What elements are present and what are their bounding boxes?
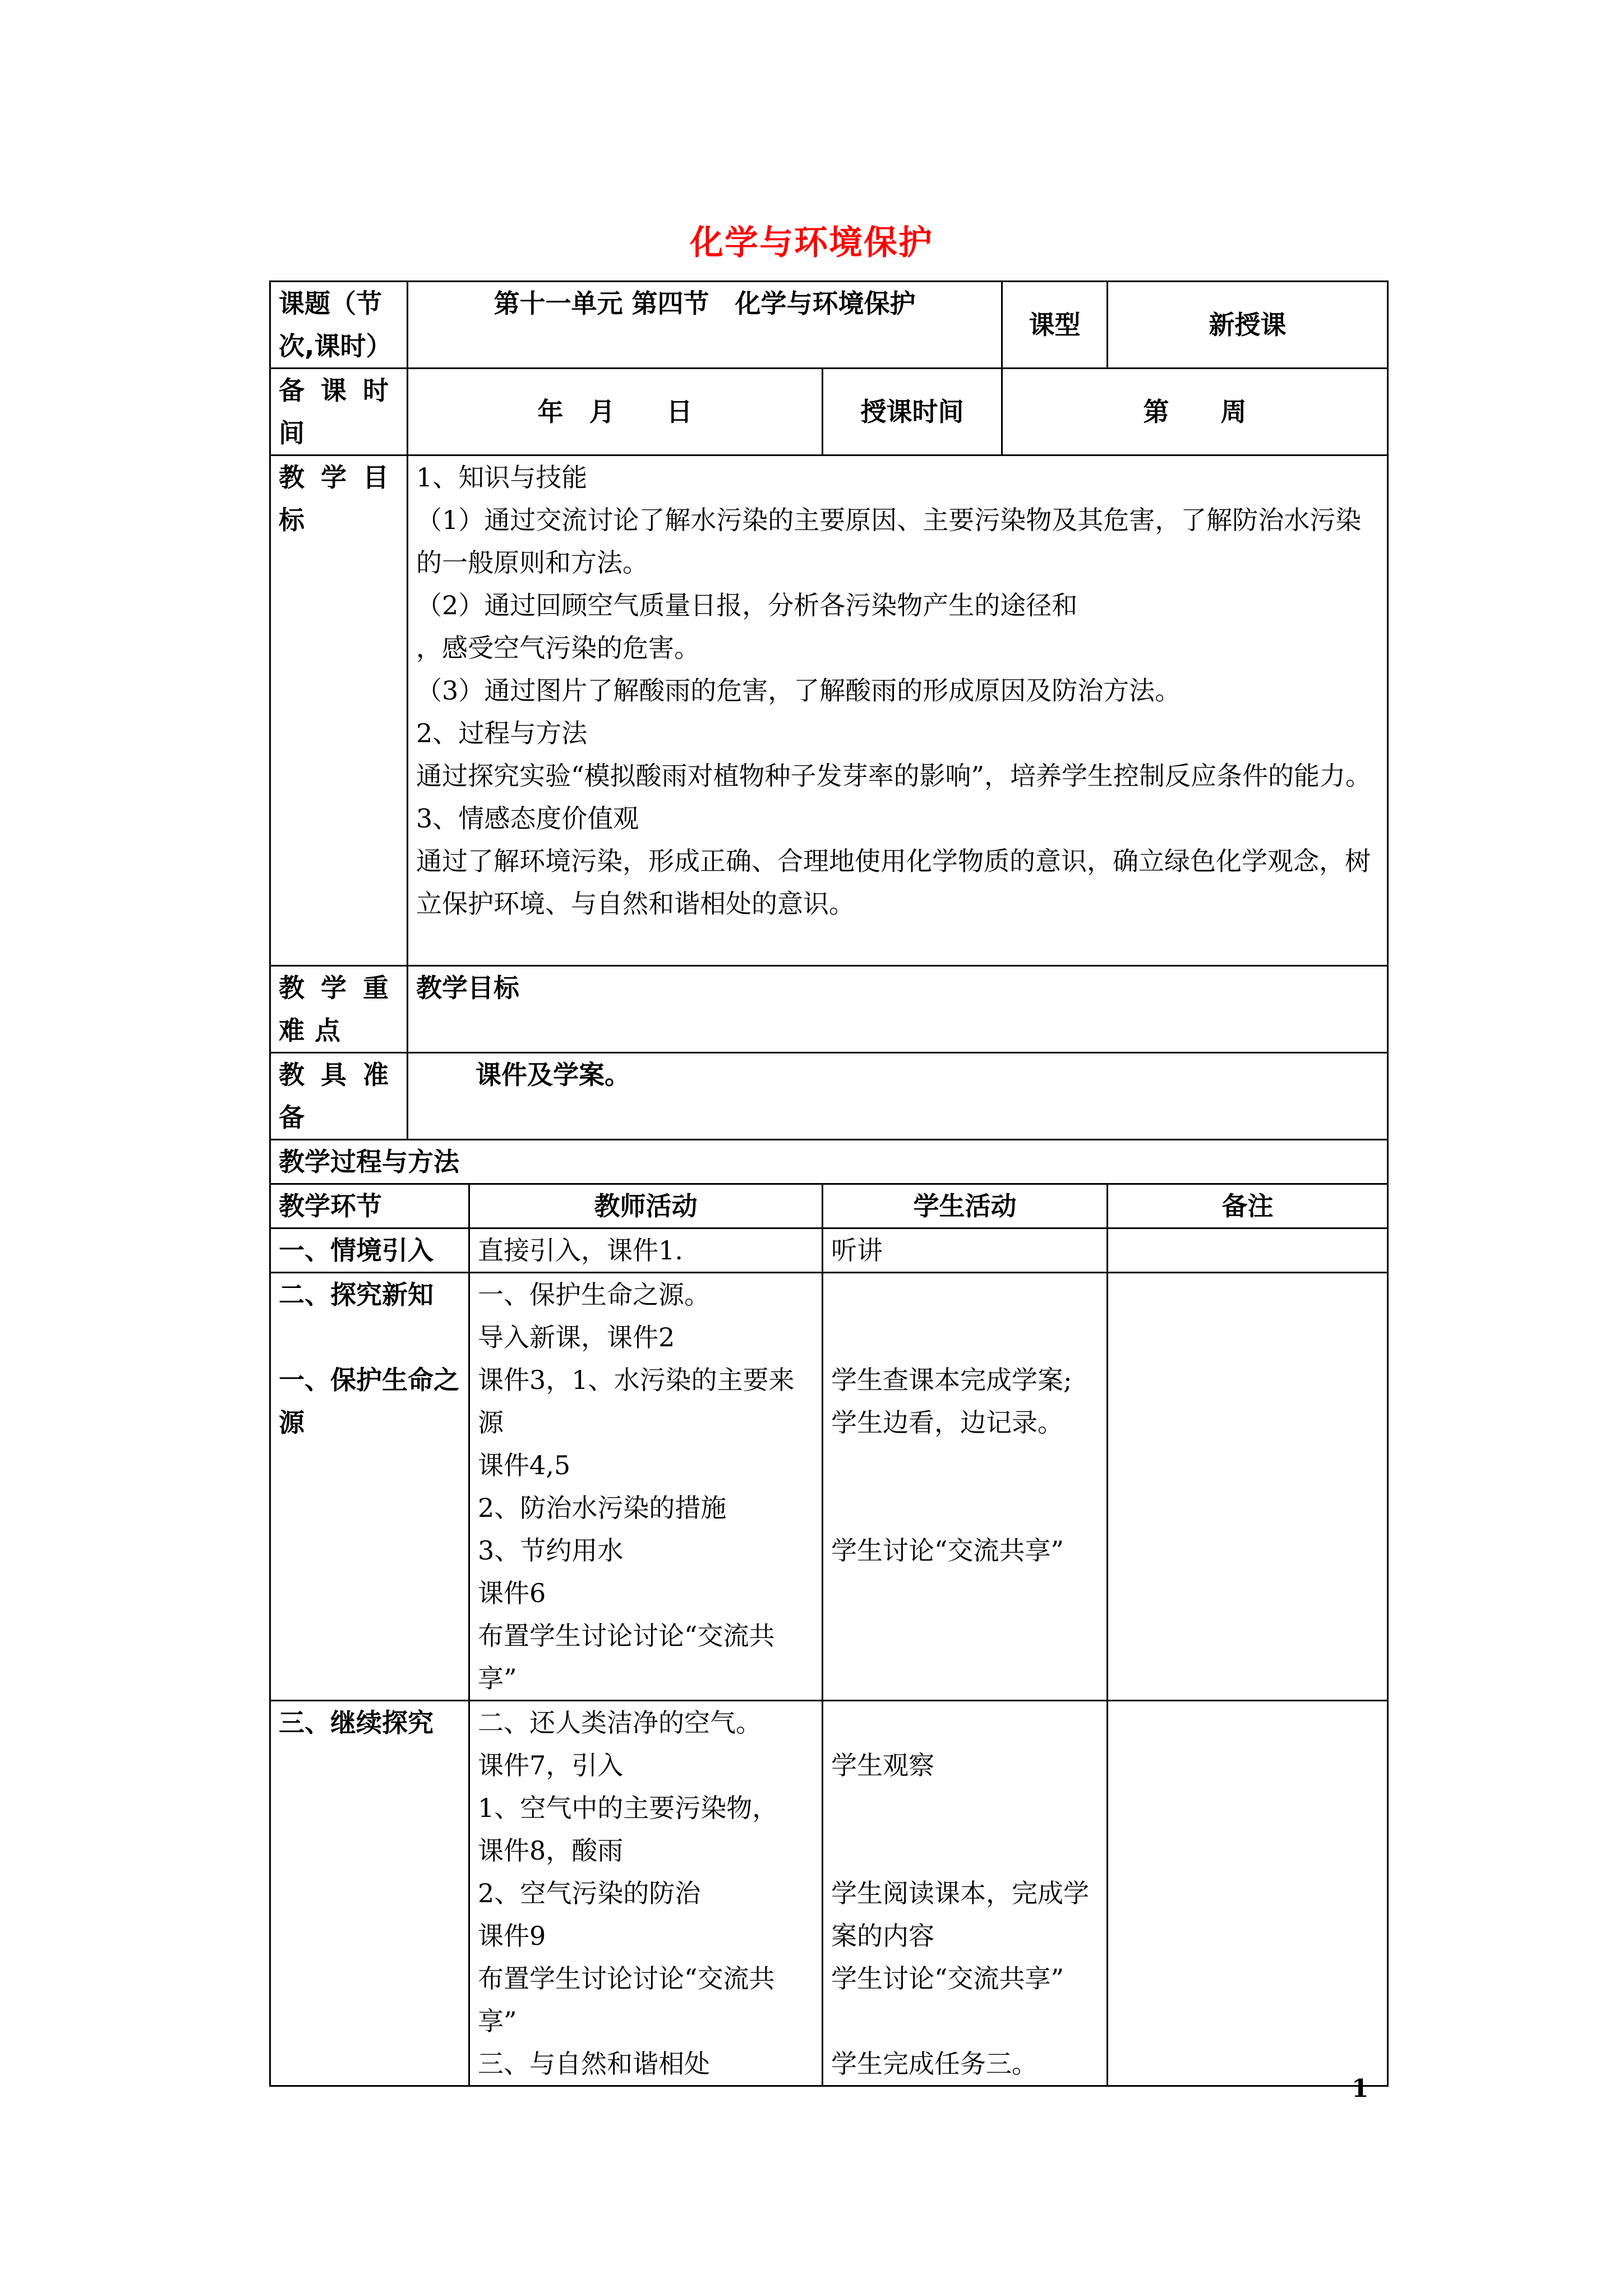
column-header-notes: 备注: [1108, 1184, 1388, 1228]
notes-cell: [1108, 1273, 1388, 1701]
process-header-row: [270, 1184, 1388, 1228]
prep-time-label: 备课时间: [270, 369, 408, 455]
column-header-student: 学生活动: [823, 1184, 1108, 1228]
tools-label: 教具准备: [270, 1053, 408, 1140]
teacher-activity-line: 一、保护生命之源。: [478, 1280, 710, 1310]
student-activity-spacer: [831, 1444, 1099, 1487]
column-header-teacher: 教师活动: [469, 1184, 823, 1228]
goals-line: 1、知识与技能: [416, 462, 588, 493]
lesson-plan-table: [269, 280, 1389, 2087]
student-activity-spacer: [831, 2000, 1099, 2042]
student-activity: [823, 1701, 1108, 2086]
teacher-activity-line: 布置学生讨论讨论“交流共享”: [478, 1621, 775, 1694]
goals-line: （2）通过回顾空气质量日报，分析各污染物产生的途径和: [416, 590, 1078, 620]
goals-line: 通过了解环境污染，形成正确、合理地使用化学物质的意识，确立绿色化学观念，树立保护环境、与自然和谐相处的意识。: [416, 846, 1371, 919]
process-label: 教学过程与方法: [270, 1140, 1388, 1184]
document-title: 化学与环境保护: [690, 223, 933, 263]
student-activity-spacer: [831, 1829, 1099, 1872]
topic-value: 第十一单元 第四节 化学与环境保护: [408, 282, 1002, 369]
process-row: [270, 1701, 1388, 2086]
process-stage: 三、继续探究: [270, 1701, 469, 2086]
process-stage-line: 一、保护生命之源: [279, 1365, 459, 1438]
student-activity: [823, 1273, 1108, 1701]
teacher-activity-line: 课件8，酸雨: [478, 1835, 624, 1866]
goals-label: 教学目标: [270, 455, 408, 966]
goals-content: [408, 455, 1388, 966]
prep-time-value: 年 月 日: [408, 369, 823, 455]
goals-line: ，感受空气污染的危害。: [416, 633, 700, 663]
teacher-activity-line: 3、节约用水: [478, 1535, 624, 1566]
teacher-activity-line: 直接引入，课件1.: [478, 1235, 683, 1266]
student-activity-line: 学生观察: [831, 1750, 934, 1780]
student-activity-line: 学生边看，边记录。: [831, 1407, 1063, 1438]
process-stage-line: 二、探究新知: [279, 1280, 434, 1310]
notes-cell: [1108, 1701, 1388, 2086]
teacher-activity: [469, 1701, 823, 2086]
student-activity-line: 学生阅读课本，完成学案的内容: [831, 1878, 1089, 1951]
notes-cell: [1108, 1228, 1388, 1273]
student-activity-spacer: [831, 1487, 1099, 1529]
teacher-activity-line: 课件9: [478, 1921, 546, 1951]
teacher-activity-line: 课件4,5: [478, 1450, 571, 1480]
teacher-activity-line: 三、与自然和谐相处: [478, 2049, 710, 2079]
goals-line: 通过探究实验“模拟酸雨对植物种子发芽率的影响”，培养学生控制反应条件的能力。: [416, 761, 1372, 791]
student-activity-spacer: [831, 1273, 1099, 1316]
process-row: [270, 1273, 1388, 1701]
key-points-value: 教学目标: [408, 966, 1388, 1053]
type-value: 新授课: [1108, 282, 1388, 369]
teacher-activity: [469, 1228, 823, 1273]
student-activity-line: 学生查课本完成学案;: [831, 1365, 1072, 1395]
student-activity-line: 学生讨论“交流共享”: [831, 1535, 1064, 1566]
goals-line: 2、过程与方法: [416, 718, 588, 748]
teacher-activity-line: 课件6: [478, 1578, 546, 1608]
goals-line: （1）通过交流讨论了解水污染的主要原因、主要污染物及其危害，了解防治水污染的一般原则和方法。: [416, 505, 1362, 578]
prep-time-row: [270, 369, 1388, 455]
tools-value: 课件及学案。: [408, 1053, 1388, 1140]
teacher-activity-line: 课件3，1、水污染的主要来源: [478, 1365, 795, 1438]
student-activity-spacer: [831, 1316, 1099, 1359]
teacher-activity: [469, 1273, 823, 1701]
student-activity-line: 学生完成任务三。: [831, 2049, 1038, 2079]
student-activity-line: 听讲: [831, 1235, 883, 1266]
teacher-activity-line: 2、防治水污染的措施: [478, 1493, 727, 1523]
teacher-activity-line: 课件7，引入: [478, 1750, 624, 1780]
page-number: 1: [1352, 2074, 1369, 2103]
column-header-stage: 教学环节: [270, 1184, 469, 1228]
goals-line: 3、情感态度价值观: [416, 803, 639, 834]
student-activity-spacer: [831, 1701, 1099, 1744]
teach-time-label: 授课时间: [823, 369, 1002, 455]
type-label: 课型: [1002, 282, 1108, 369]
topic-row: [270, 282, 1388, 369]
teacher-activity-line: 二、还人类洁净的空气。: [478, 1708, 762, 1738]
process-stage: 一、情境引入: [270, 1228, 469, 1273]
teacher-activity-line: 导入新课，课件2: [478, 1322, 675, 1352]
teacher-activity-line: 2、空气污染的防治: [478, 1878, 701, 1908]
teach-time-value: 第 周: [1002, 369, 1388, 455]
process-stage: [270, 1273, 469, 1701]
tools-row: [270, 1053, 1388, 1140]
topic-label: 课题（节次,课时）: [270, 282, 408, 369]
key-points-label: 教学重难点: [270, 966, 408, 1053]
student-activity-spacer: [831, 1787, 1099, 1829]
teacher-activity-line: 布置学生讨论讨论“交流共享”: [478, 1963, 775, 2036]
key-points-row: [270, 966, 1388, 1053]
goals-row: [270, 455, 1388, 966]
goals-line: （3）通过图片了解酸雨的危害，了解酸雨的形成原因及防治方法。: [416, 675, 1181, 706]
process-stage-spacer: [279, 1316, 460, 1359]
student-activity: [823, 1228, 1108, 1273]
student-activity-line: 学生讨论“交流共享”: [831, 1963, 1064, 1994]
process-row: [270, 1228, 1388, 1273]
process-label-row: [270, 1140, 1388, 1184]
teacher-activity-line: 1、空气中的主要污染物，: [478, 1793, 778, 1823]
